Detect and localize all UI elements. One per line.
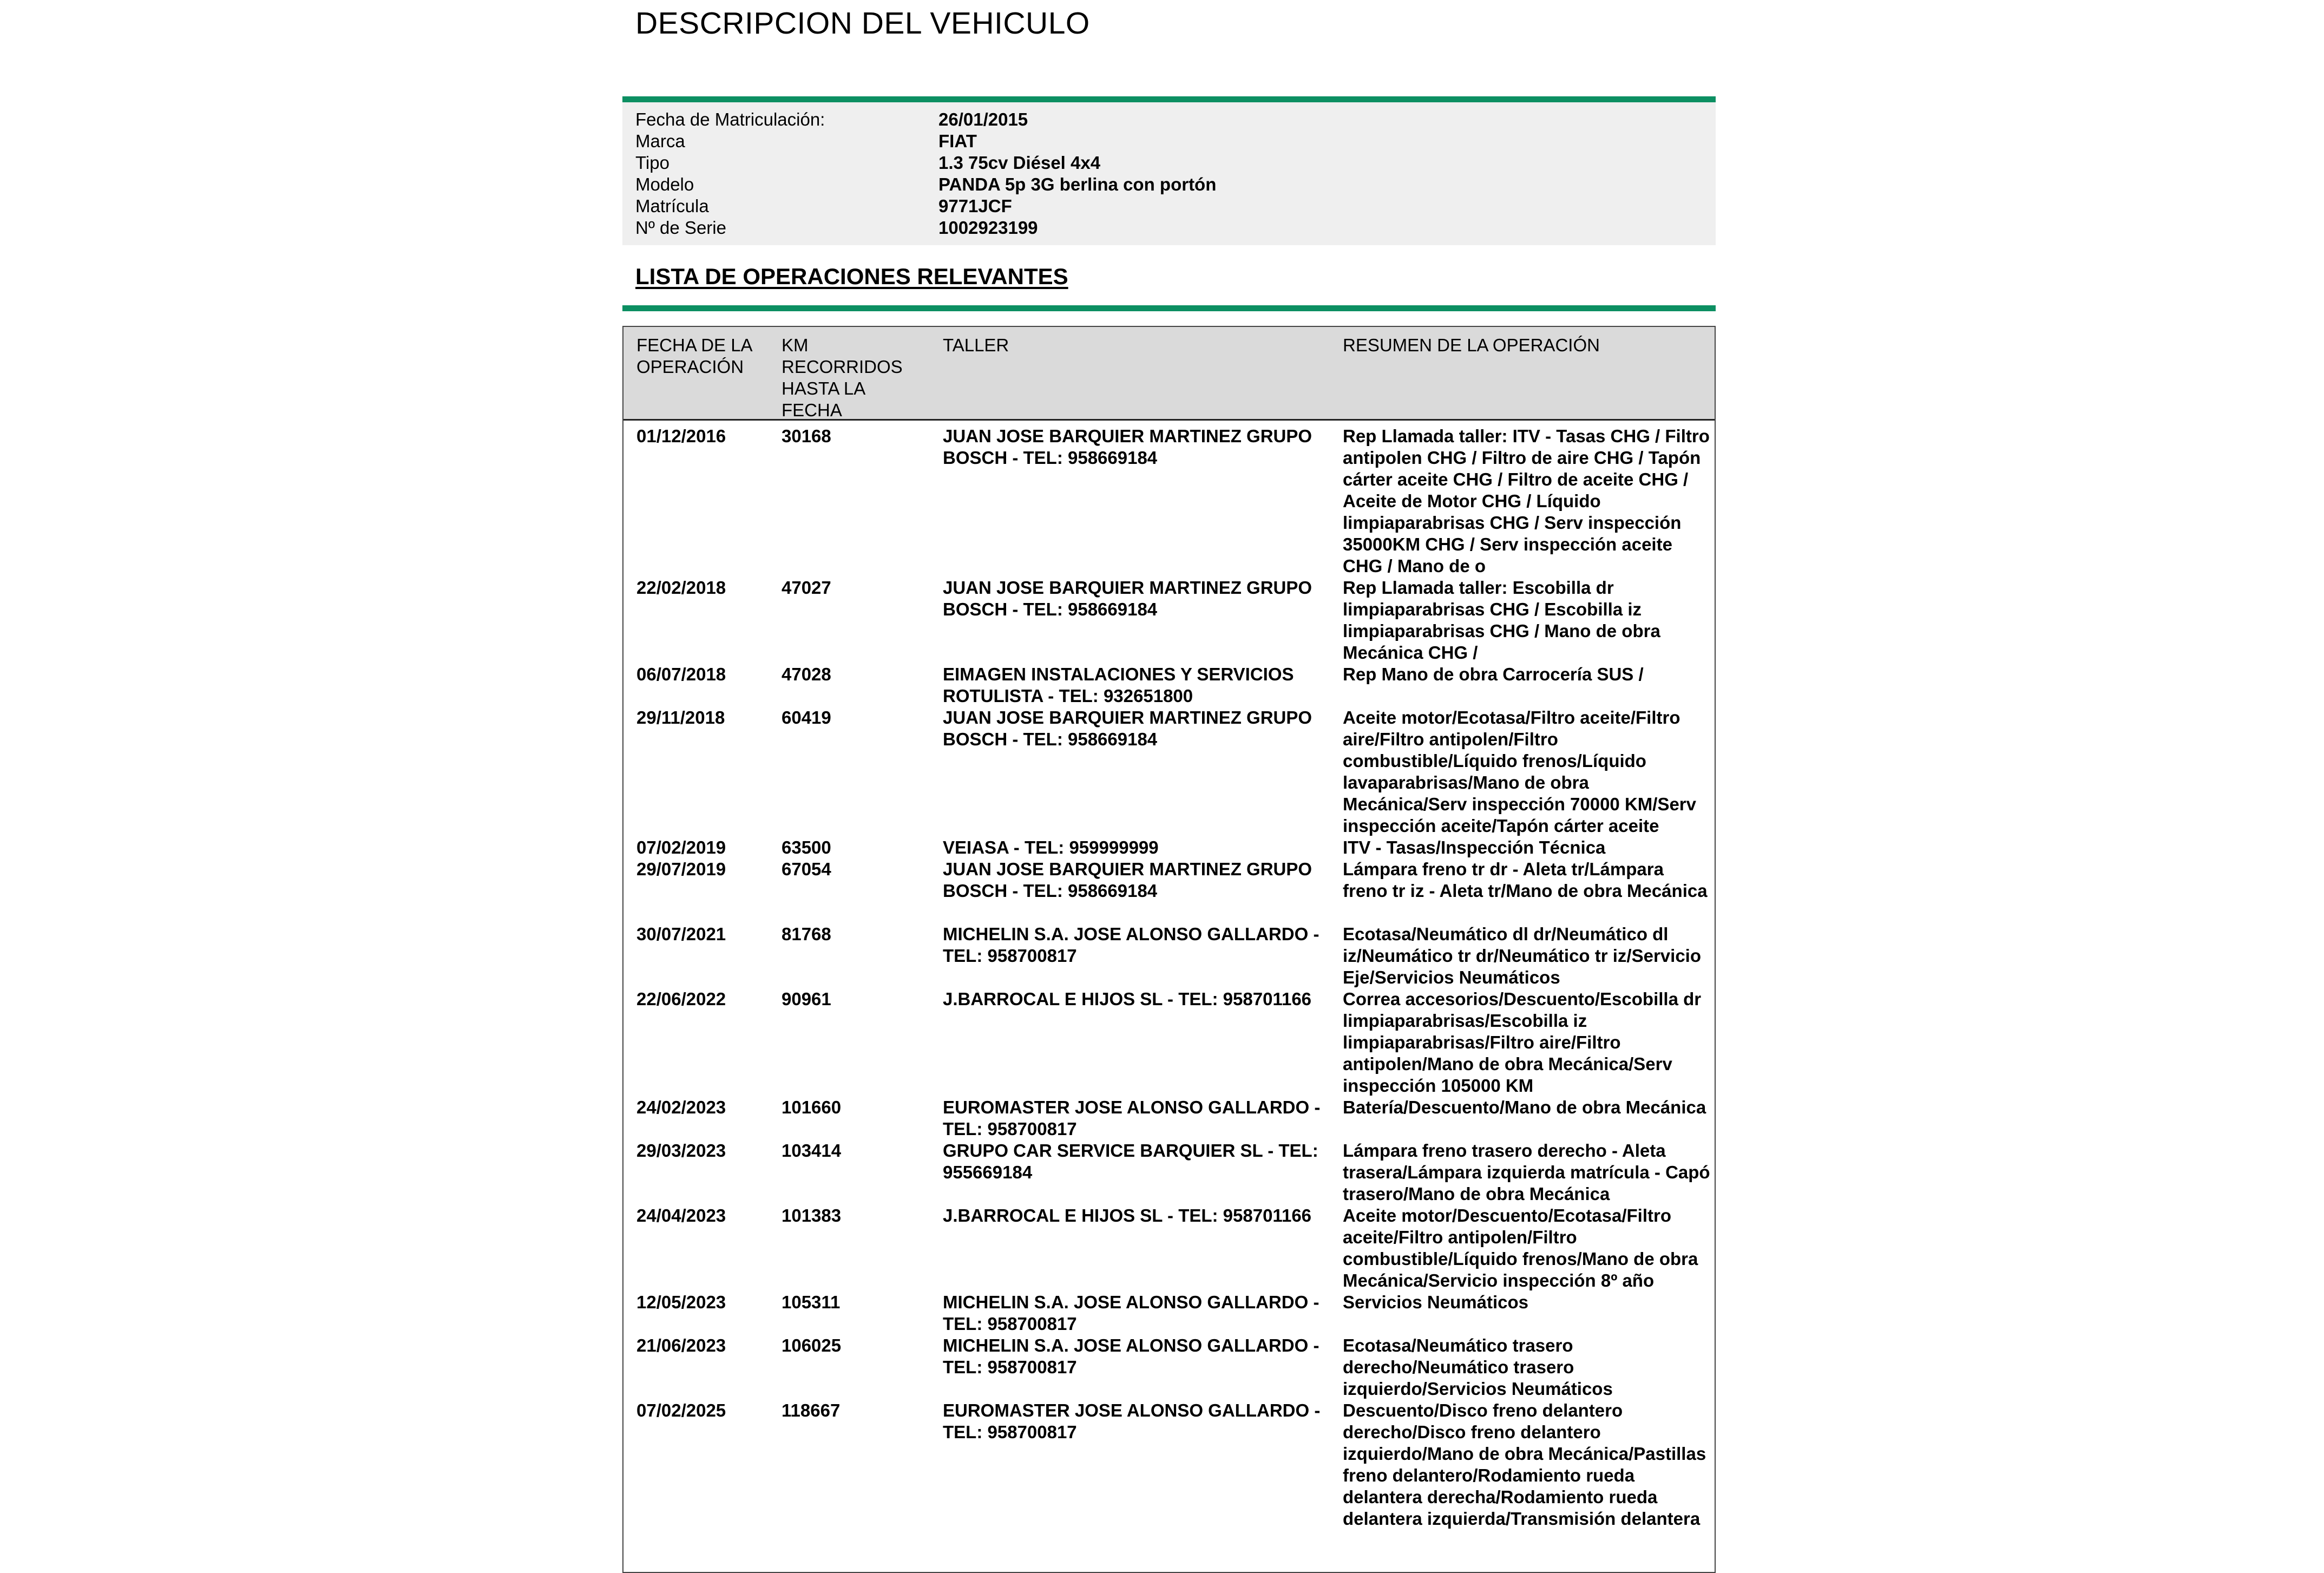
cell-resumen: Lámpara freno trasero derecho - Aleta trasera/Lámpara izquierda matrícula - Capó trasero/Mano de obra Mecánica — [1343, 1141, 1710, 1204]
cell-km: 106025 — [782, 1335, 842, 1355]
cell-date: 29/11/2018 — [636, 707, 725, 727]
cell-taller: J.BARROCAL E HIJOS SL - TEL: 958701166 — [943, 1205, 1312, 1225]
cell-km: 30168 — [782, 426, 831, 446]
cell-km: 81768 — [782, 924, 831, 944]
vehicle-label: Modelo — [635, 174, 694, 194]
header-taller: TALLER — [943, 335, 1009, 355]
vehicle-label: Nº de Serie — [635, 218, 726, 238]
vehicle-label: Tipo — [635, 153, 669, 173]
cell-km: 118667 — [782, 1400, 841, 1420]
cell-date: 29/07/2019 — [636, 859, 726, 879]
vehicle-label: Fecha de Matriculación: — [635, 109, 825, 129]
operations-title: LISTA DE OPERACIONES RELEVANTES — [635, 264, 1068, 289]
header-date: FECHA DE LA OPERACIÓN — [636, 335, 752, 377]
cell-date: 07/02/2019 — [636, 837, 726, 857]
header-resumen: RESUMEN DE LA OPERACIÓN — [1343, 335, 1600, 355]
vehicle-row — [622, 195, 1716, 217]
cell-taller: EUROMASTER JOSE ALONSO GALLARDO - TEL: 958700817 — [943, 1097, 1321, 1139]
cell-resumen: Lámpara freno tr dr - Aleta tr/Lámpara freno tr iz - Aleta tr/Mano de obra Mecánica — [1343, 859, 1708, 901]
cell-date: 30/07/2021 — [636, 924, 726, 944]
cell-taller: MICHELIN S.A. JOSE ALONSO GALLARDO - TEL: 958700817 — [943, 924, 1319, 966]
cell-date: 06/07/2018 — [636, 664, 726, 684]
vehicle-value: 9771JCF — [938, 196, 1012, 216]
cell-km: 47027 — [782, 578, 831, 598]
cell-km: 60419 — [782, 707, 831, 727]
cell-date: 12/05/2023 — [636, 1292, 726, 1312]
vehicle-row — [622, 130, 1716, 152]
vehicle-value: 1002923199 — [938, 218, 1038, 238]
cell-taller: VEIASA - TEL: 959999999 — [943, 837, 1159, 857]
cell-km: 90961 — [782, 989, 831, 1009]
cell-taller: JUAN JOSE BARQUIER MARTINEZ GRUPO BOSCH - TEL: 958669184 — [943, 578, 1312, 619]
vehicle-row — [622, 217, 1716, 239]
cell-taller: JUAN JOSE BARQUIER MARTINEZ GRUPO BOSCH - TEL: 958669184 — [943, 859, 1312, 901]
cell-km: 101660 — [782, 1097, 842, 1117]
cell-date: 22/02/2018 — [636, 578, 726, 598]
section-divider — [622, 305, 1716, 311]
vehicle-row — [622, 109, 1716, 130]
section-divider — [622, 96, 1716, 102]
cell-resumen: Ecotasa/Neumático dl dr/Neumático dl iz/Neumático tr dr/Neumático tr iz/Servicio Eje/Servicios Neumáticos — [1343, 924, 1701, 987]
cell-date: 21/06/2023 — [636, 1335, 726, 1355]
vehicle-value: 1.3 75cv Diésel 4x4 — [938, 153, 1101, 173]
cell-resumen: Batería/Descuento/Mano de obra Mecánica — [1343, 1097, 1706, 1117]
cell-date: 29/03/2023 — [636, 1141, 726, 1161]
cell-resumen: Descuento/Disco freno delantero derecho/Disco freno delantero izquierdo/Mano de obra Mecánica/Pastillas freno delantero/Rodamiento rueda delantera derecha/Rodamiento rueda delantera izquierda/Transmisión delantera — [1343, 1400, 1706, 1529]
cell-resumen: Rep Llamada taller: ITV - Tasas CHG / Filtro antipolen CHG / Filtro de aire CHG / Tapón cárter aceite CHG / Filtro de aceite CHG / Aceite de Motor CHG / Líquido limpiaparabrisas CHG / Serv inspección 35000KM CHG / Serv inspección aceite CHG / Mano de o — [1343, 426, 1710, 576]
vehicle-value: 26/01/2015 — [938, 109, 1028, 129]
cell-date: 07/02/2025 — [636, 1400, 726, 1420]
cell-taller: EUROMASTER JOSE ALONSO GALLARDO - TEL: 958700817 — [943, 1400, 1321, 1442]
cell-resumen: ITV - Tasas/Inspección Técnica — [1343, 837, 1606, 857]
cell-resumen: Rep Llamada taller: Escobilla dr limpiaparabrisas CHG / Escobilla iz limpiaparabrisas CHG / Mano de obra Mecánica CHG / — [1343, 578, 1660, 663]
cell-date: 24/02/2023 — [636, 1097, 726, 1117]
operations-table — [622, 326, 1716, 1573]
cell-resumen: Rep Mano de obra Carrocería SUS / — [1343, 664, 1644, 684]
cell-taller: MICHELIN S.A. JOSE ALONSO GALLARDO - TEL: 958700817 — [943, 1335, 1319, 1377]
cell-taller: MICHELIN S.A. JOSE ALONSO GALLARDO - TEL: 958700817 — [943, 1292, 1319, 1334]
page-title: DESCRIPCION DEL VEHICULO — [635, 6, 1090, 41]
cell-km: 101383 — [782, 1205, 842, 1225]
cell-date: 22/06/2022 — [636, 989, 726, 1009]
cell-km: 47028 — [782, 664, 831, 684]
cell-resumen: Correa accesorios/Descuento/Escobilla dr limpiaparabrisas/Escobilla iz limpiaparabrisas/Filtro aire/Filtro antipolen/Mano de obra Mecánica/Serv inspección 105000 KM — [1343, 989, 1702, 1096]
vehicle-value: FIAT — [938, 131, 977, 151]
vehicle-label: Marca — [635, 131, 685, 151]
cell-resumen: Ecotasa/Neumático trasero derecho/Neumático trasero izquierdo/Servicios Neumáticos — [1343, 1335, 1613, 1399]
cell-taller: J.BARROCAL E HIJOS SL - TEL: 958701166 — [943, 989, 1312, 1009]
cell-date: 24/04/2023 — [636, 1205, 726, 1225]
cell-taller: JUAN JOSE BARQUIER MARTINEZ GRUPO BOSCH - TEL: 958669184 — [943, 426, 1312, 468]
cell-taller: GRUPO CAR SERVICE BARQUIER SL - TEL: 955669184 — [943, 1141, 1318, 1182]
cell-date: 01/12/2016 — [636, 426, 726, 446]
vehicle-label: Matrícula — [635, 196, 709, 216]
cell-km: 105311 — [782, 1292, 841, 1312]
cell-resumen: Aceite motor/Ecotasa/Filtro aceite/Filtro aire/Filtro antipolen/Filtro combustible/Líquido frenos/Líquido lavaparabrisas/Mano de obra Mecánica/Serv inspección 70000 KM/Serv inspección aceite/Tapón cárter aceite — [1343, 707, 1697, 836]
vehicle-info-block — [622, 102, 1716, 245]
vehicle-row — [622, 152, 1716, 174]
cell-taller: JUAN JOSE BARQUIER MARTINEZ GRUPO BOSCH - TEL: 958669184 — [943, 707, 1312, 749]
header-km: KM RECORRIDOS HASTA LA FECHA — [782, 335, 903, 420]
document — [622, 0, 1717, 1550]
vehicle-row — [622, 174, 1716, 195]
cell-resumen: Servicios Neumáticos — [1343, 1292, 1528, 1312]
cell-resumen: Aceite motor/Descuento/Ecotasa/Filtro aceite/Filtro antipolen/Filtro combustible/Líquido frenos/Mano de obra Mecánica/Servicio inspección 8º año — [1343, 1205, 1698, 1290]
cell-taller: EIMAGEN INSTALACIONES Y SERVICIOS ROTULISTA - TEL: 932651800 — [943, 664, 1294, 706]
cell-km: 67054 — [782, 859, 831, 879]
table-header — [623, 327, 1715, 421]
cell-km: 63500 — [782, 837, 831, 857]
vehicle-value: PANDA 5p 3G berlina con portón — [938, 174, 1217, 194]
cell-km: 103414 — [782, 1141, 842, 1161]
